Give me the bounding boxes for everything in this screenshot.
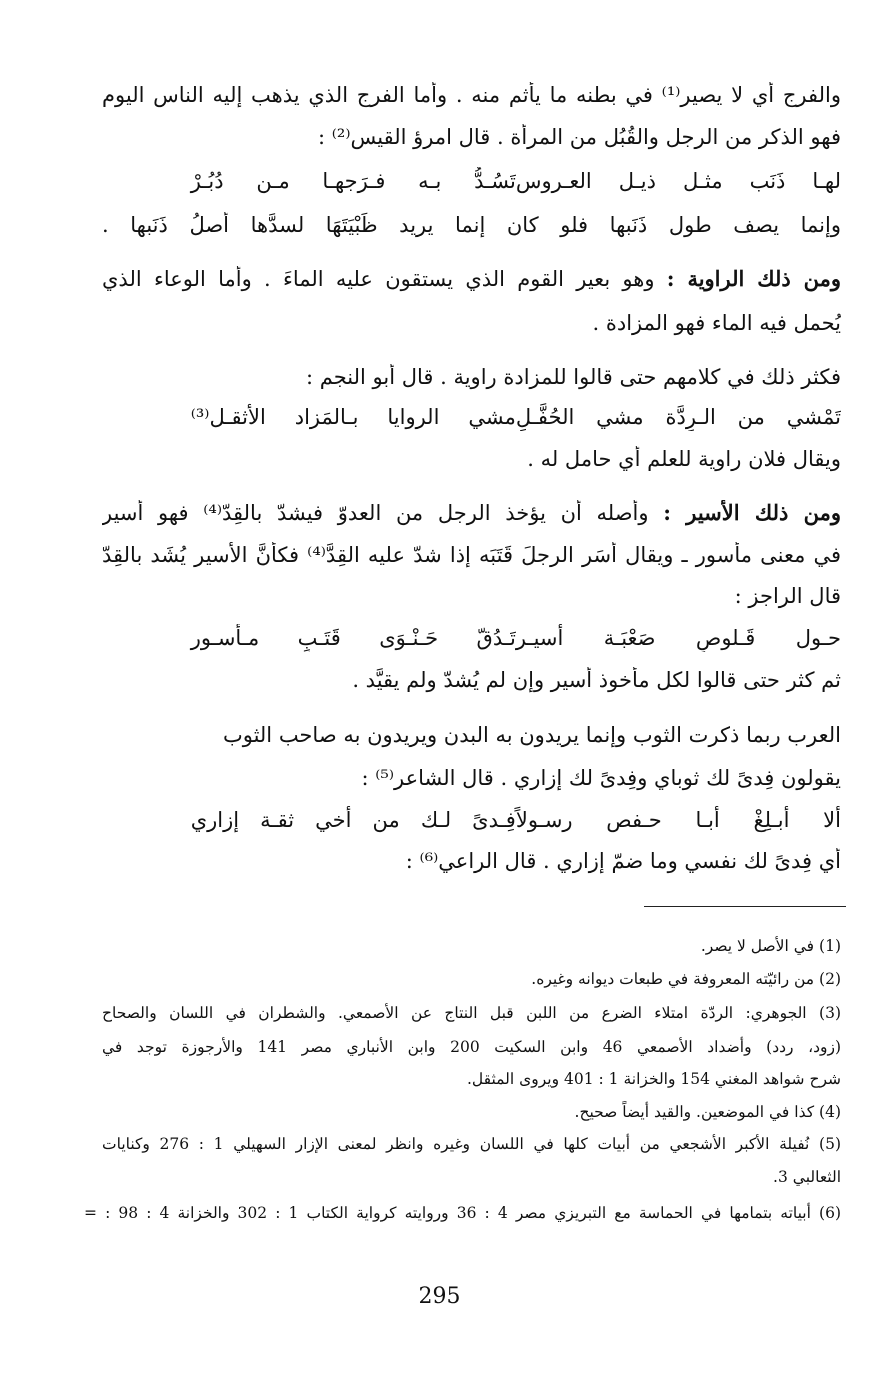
page-number: 295 xyxy=(418,1284,461,1309)
footnote-divider xyxy=(644,906,846,907)
footnote-5-line-2: الثعالبي 3. xyxy=(773,1168,841,1186)
text-line-3: وإنما يصف طول ذَنَبها فلو كان إنما يريد ظَبْيَتَهَا لسدَّها أصلُ ذَنَبها . xyxy=(102,213,841,237)
footnote-1: (1) في الأصل لا يصر. xyxy=(700,937,841,955)
text-line-13: يقولون فِدىً لك ثوباي وفِدىً لك إزاري . قال الشاعر⁽⁵⁾ : xyxy=(361,766,841,790)
footnote-4: (4) كذا في الموضعين. والقيد أيضاً صحيح. xyxy=(574,1103,841,1121)
footnote-3-line-1: (3) الجوهري: الردّة امتلاء الضرع من اللبن قبل النتاج عن الأصمعي. والشطران في اللسان والصحاح xyxy=(102,1004,841,1022)
footnote-3-line-3: شرح شواهد المغني 154 والخزانة 1 : 401 ويروى المثقل. xyxy=(466,1070,841,1088)
footnote-2: (2) من رائيّته المعروفة في طبعات ديوانه وغيره. xyxy=(531,970,841,988)
text-line-2: فهو الذكر من الرجل والقُبُل من المرأة . قال امرؤ القيس⁽²⁾ : xyxy=(317,125,841,149)
text-line-1: والفرج أي لا يصير⁽¹⁾ في بطنه ما يأثم منه . وأما الفرج الذي يذهب إليه الناس اليوم xyxy=(102,83,841,107)
text-line-7: ويقال فلان راوية للعلم أي حامل له . xyxy=(527,447,841,471)
footnote-5-line-1: (5) نُفيلة الأكبر الأشجعي من أبيات كلها في اللسان وغيره وانظر لمعنى الإزار السهيلي 1 : 276 وكنايات xyxy=(102,1135,841,1153)
text-line-9: في معنى مأسور ـ ويقال أَسَر الرجلَ قَتَبَه إذا شدّ عليه القِدَّ⁽⁴⁾ فكأنَّ الأسير يُشَد بالقِدّ xyxy=(102,543,841,567)
footnote-3-line-2: (زود، ردد) وأضداد الأصمعي 46 وابن السكيت 200 وابن الأنباري مصر 141 والأرجوزة توجد في xyxy=(102,1038,841,1056)
text-line-6: فكثر ذلك في كلامهم حتى قالوا للمزادة راوية . قال أبو النجم : xyxy=(306,365,841,389)
text-line-10: قال الراجز : xyxy=(734,584,841,608)
verse-1: لهـا ذَنَب مثـل ذيـل العـروستَسُـدُّ بـه فـرَجهـا مـن دُبُـرْ xyxy=(190,169,841,193)
verse-4: ألا أبـلِغْ أبـا حـفص رسـولاًفِـدىً لـك من أخي ثقـة إزاري xyxy=(190,808,841,832)
text-line-8: ومن ذلك الأسير : وأصله أن يؤخذ الرجل من العدوّ فيشدّ بالقِدّ⁽⁴⁾ فهو أسير xyxy=(102,500,841,525)
text-line-12: العرب ربما ذكرت الثوب وإنما يريدون به البدن ويريدون به صاحب الثوب xyxy=(222,723,841,747)
text-line-14: أي فِدىً لك نفسي وما ضمّ إزاري . قال الراعي⁽⁶⁾ : xyxy=(405,849,841,873)
text-line-11: ثم كثر حتى قالوا لكل مأخوذ أسير وإن لم يُشدّ ولم يقيَّد . xyxy=(352,668,841,692)
text-line-5: يُحمل فيه الماء فهو المزادة . xyxy=(592,311,841,335)
verse-2: تَمْشي من الـرِدَّة مشي الحُفَّـلِمشي الروايا بـالمَزاد الأثقـل⁽³⁾ xyxy=(190,405,841,429)
text-line-4: ومن ذلك الراوية : وهو بعير القوم الذي يستقون عليه الماءَ . وأما الوعاء الذي xyxy=(102,266,841,291)
verse-3: حـول قَـلوصٍ صَعْبَـة أسيـرتَـدُقّ حَـنْـوَى قَتَـبٍ مـأسـور xyxy=(190,626,841,650)
footnote-6: (6) أبياته بتمامها في الحماسة مع التبريزي مصر 4 : 36 وروايته كرواية الكتاب 1 : 302 والخزانة 4 : 98 : = xyxy=(84,1204,841,1222)
